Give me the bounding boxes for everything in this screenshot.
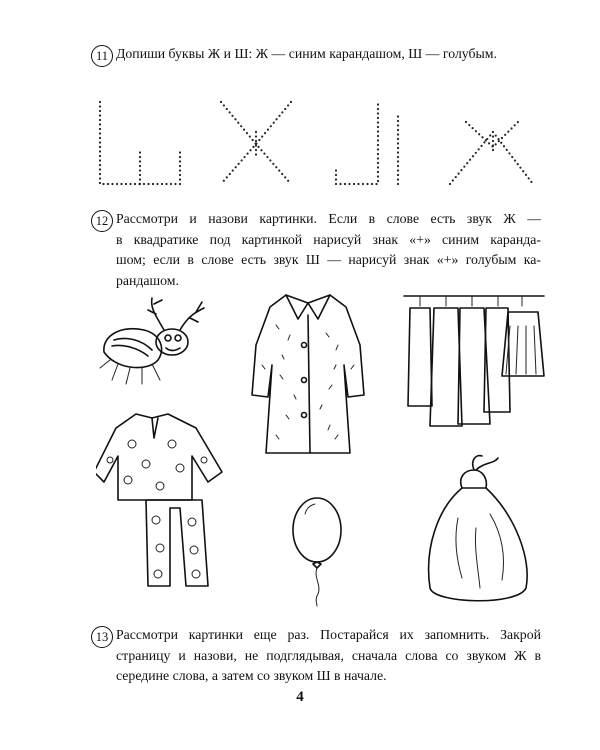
task-12-line-2: в квадратике под картинкой нарисуй знак «+» синим каранда- <box>116 231 541 247</box>
tracing-letter-sha-2 <box>336 100 398 184</box>
tracing-letter-zhe-2 <box>450 122 533 184</box>
task-12-line-4: рандашом. <box>116 272 179 288</box>
pajamas-icon <box>96 408 236 588</box>
task-12-line-1: Рассмотри и назови картинки. Если в слове есть звук Ж — <box>116 211 541 226</box>
task-number-11: 11 <box>91 45 113 67</box>
sack-icon <box>418 448 538 608</box>
task-11-text <box>116 44 541 65</box>
beetle-icon <box>92 290 212 390</box>
task-13-line-1: Рассмотри картинки еще раз. Постарайся их запомнить. Закрой <box>116 627 541 642</box>
task-12-line-3: шом; если в слове есть звук Ш — нарисуй знак «+» голубым ка- <box>116 252 541 267</box>
task-13-line-2: страницу и назови, не подглядывая, сначала слова со звуком Ж в <box>116 647 541 663</box>
task-number-12: 12 <box>91 210 113 232</box>
task-13-line-3: середине слова, а затем со звуком Ш в начале. <box>116 668 387 683</box>
task-12-text <box>116 209 541 291</box>
tracing-letter-sha-1 <box>100 102 180 184</box>
balloon-icon <box>283 492 353 607</box>
fur-coat-icon <box>246 285 371 460</box>
tracing-letters <box>88 92 548 197</box>
task-13-text <box>116 625 541 687</box>
task-11-line-1: Допиши буквы Ж и Ш: Ж — синим карандашом, Ш — голубым. <box>116 46 497 61</box>
page-number: 4 <box>296 689 304 705</box>
task-number-13: 13 <box>91 626 113 648</box>
tracing-letter-zhe-1 <box>221 102 291 184</box>
clothes-rack-icon <box>398 286 548 441</box>
